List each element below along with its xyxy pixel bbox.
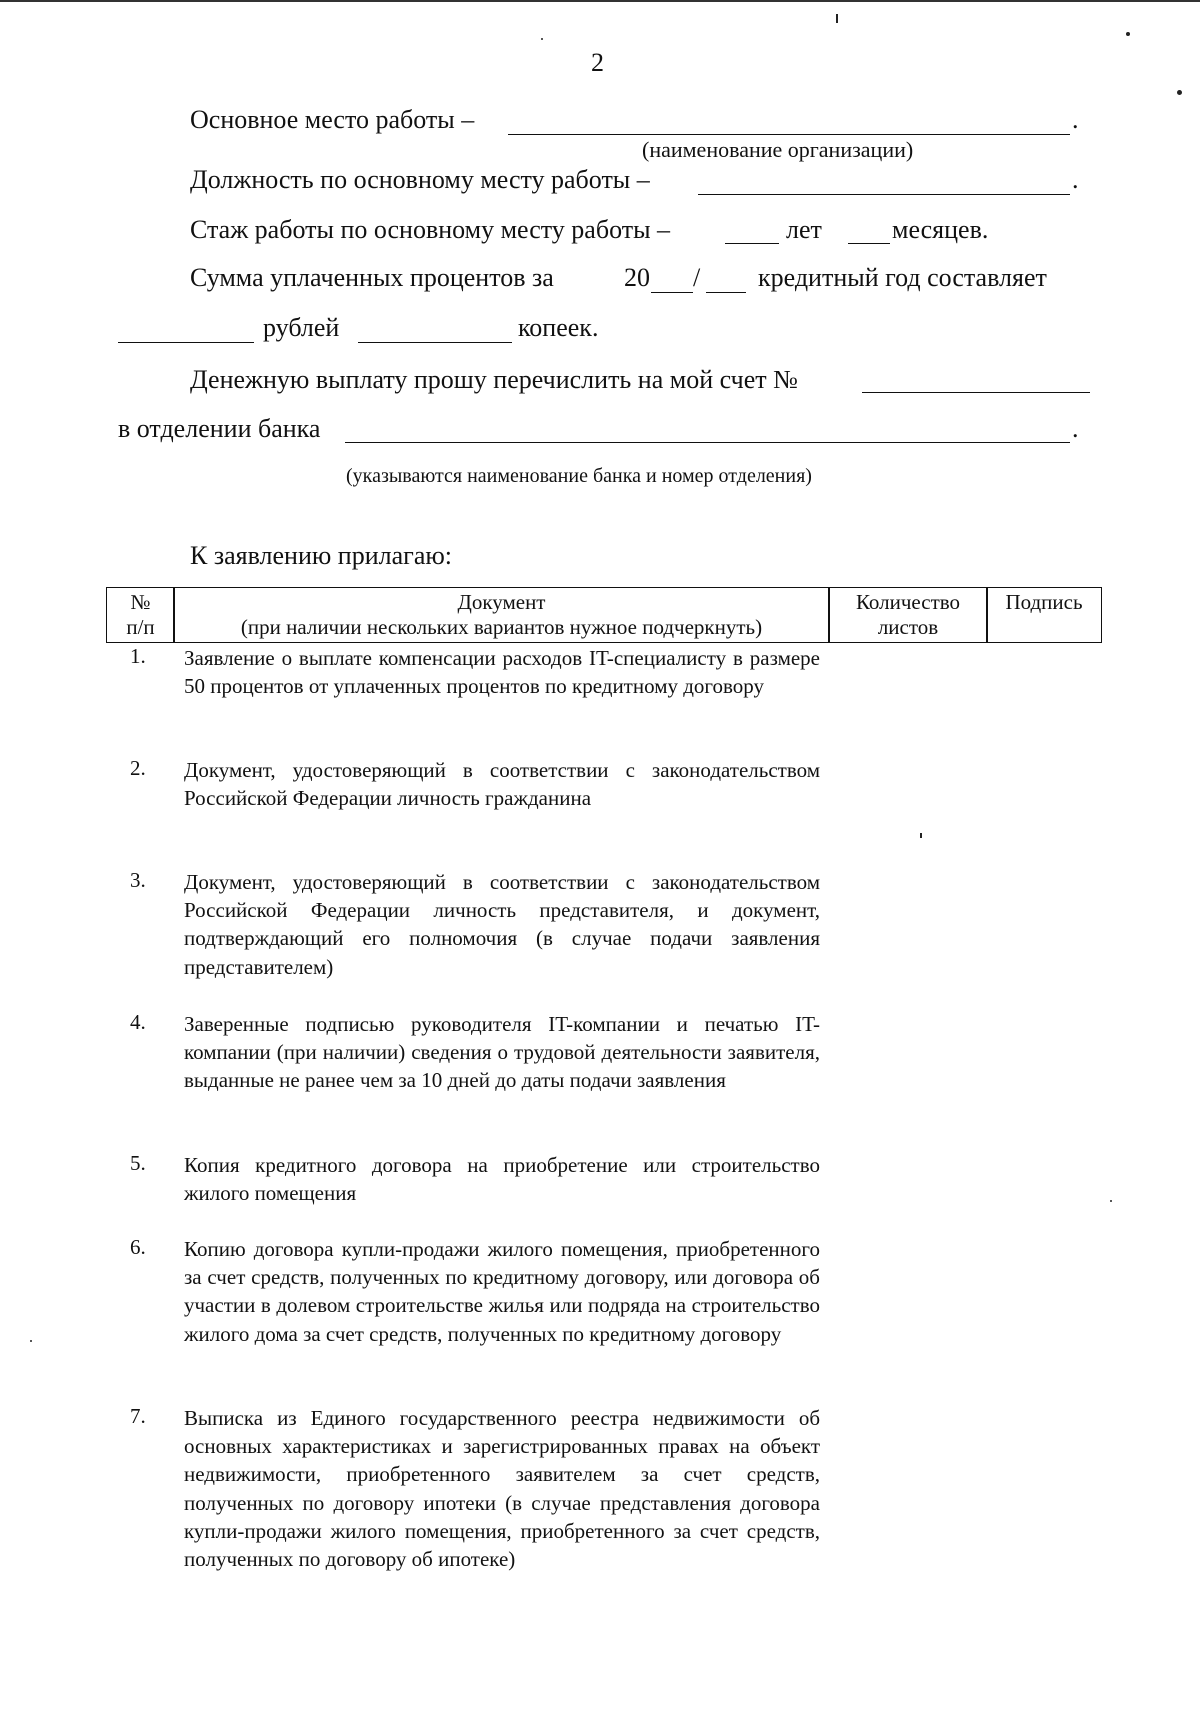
page-number: 2	[591, 48, 604, 77]
list-item: Документ, удостоверяющий в соответствии с законодательством Российской Федерации личность представителя, и документ, подтверждающий его полномочия (в случае подачи заявления представителем)	[184, 870, 820, 979]
attachments-heading: К заявлению прилагаю:	[190, 541, 453, 570]
header-doc-line2: (при наличии нескольких вариантов нужное подчеркнуть)	[240, 615, 763, 639]
workplace-input-line[interactable]	[508, 134, 1070, 135]
bank-input-line[interactable]	[345, 442, 1070, 443]
bank-label: в отделении банка	[118, 414, 321, 443]
scan-speck	[541, 38, 543, 40]
item-number: 5.	[130, 1151, 146, 1175]
kopecks-label: копеек.	[518, 313, 599, 342]
list-item: Копия кредитного договора на приобретение или строительство жилого помещения	[184, 1153, 820, 1206]
list-item: Выписка из Единого государственного реестра недвижимости об основных характеристиках и зарегистрированных правах на объект недвижимости, приобретенного заявителем за счет средств, полученных по договору ипотеки (в случае представления договора купли-продажи жилого помещения, приобретенного за счет средств, полученных по договору об ипотеке)	[184, 1406, 820, 1572]
scan-edge-line	[0, 0, 1200, 2]
header-num-line1: №	[130, 590, 151, 614]
header-sheets-line1: Количество	[855, 590, 961, 614]
scan-speck	[1110, 1200, 1112, 1202]
item-number: 7.	[130, 1404, 146, 1428]
workplace-label: Основное место работы –	[190, 105, 475, 134]
interest-year-slash: /	[693, 263, 701, 292]
scan-speck	[836, 14, 838, 23]
experience-years-input[interactable]	[725, 243, 779, 244]
account-label: Денежную выплату прошу перечислить на мой счет №	[190, 365, 798, 394]
bank-period: .	[1072, 414, 1079, 443]
item-number: 1.	[130, 644, 146, 668]
header-doc-line1: Документ	[457, 590, 546, 614]
interest-year-prefix: 20	[624, 263, 650, 292]
interest-year-start-input[interactable]	[651, 292, 693, 293]
list-item: Заявление о выплате компенсации расходов IT-специалисту в размере 50 процентов от уплаченных процентов по кредитному договору	[184, 646, 820, 699]
interest-label: Сумма уплаченных процентов за	[190, 263, 554, 292]
header-num	[106, 590, 175, 640]
scan-speck	[920, 833, 922, 838]
scan-speck	[1177, 90, 1182, 95]
experience-months-label: месяцев.	[892, 215, 989, 244]
item-number: 2.	[130, 756, 146, 780]
header-sheets-line2: листов	[877, 615, 939, 639]
experience-years-label: лет	[786, 215, 822, 244]
header-sheets	[828, 590, 988, 640]
list-item: Копию договора купли-продажи жилого помещения, приобретенного за счет средств, полученных по кредитному договору, или договора об участии в долевом строительстве жилья или подряда на строительство жилого дома за счет средств, полученных по кредитному договору	[184, 1237, 820, 1346]
interest-year-end-input[interactable]	[706, 292, 746, 293]
position-period: .	[1072, 165, 1079, 194]
position-input-line[interactable]	[698, 194, 1070, 195]
header-doc	[173, 590, 830, 640]
workplace-period: .	[1072, 105, 1079, 134]
experience-months-input[interactable]	[848, 243, 890, 244]
list-item: Заверенные подписью руководителя IT-компании и печатью IT-компании (при наличии) сведения о трудовой деятельности заявителя, выданные не ранее чем за 10 дней до даты подачи заявления	[184, 1012, 820, 1093]
item-number: 6.	[130, 1235, 146, 1259]
account-input-line[interactable]	[862, 392, 1090, 393]
scan-speck	[1126, 32, 1130, 36]
position-label: Должность по основному месту работы –	[190, 165, 650, 194]
item-number: 3.	[130, 868, 146, 892]
bank-caption: (указываются наименование банка и номер отделения)	[346, 465, 812, 487]
kopecks-input-line[interactable]	[358, 342, 512, 343]
scan-speck	[30, 1340, 32, 1342]
interest-tail: кредитный год составляет	[758, 263, 1047, 292]
experience-label: Стаж работы по основному месту работы –	[190, 215, 671, 244]
header-num-line2: п/п	[126, 615, 155, 639]
item-number: 4.	[130, 1010, 146, 1034]
list-item: Документ, удостоверяющий в соответствии с законодательством Российской Федерации личность гражданина	[184, 758, 820, 811]
header-signature: Подпись	[1005, 590, 1083, 614]
workplace-caption: (наименование организации)	[642, 137, 914, 162]
rubles-label: рублей	[263, 313, 340, 342]
rubles-input-line[interactable]	[118, 342, 254, 343]
